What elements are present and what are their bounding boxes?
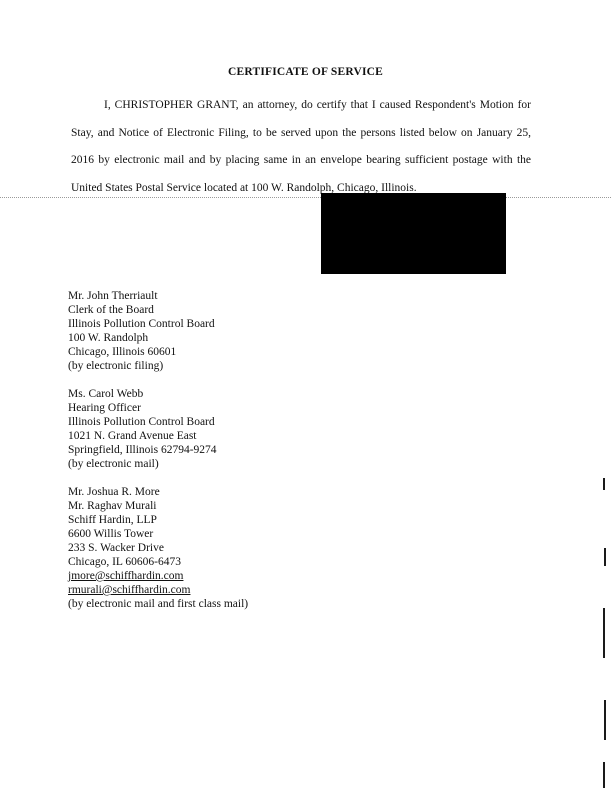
email-link-rmurali[interactable]: rmurali@schiffhardin.com [68,584,191,596]
recipient-organization: Illinois Pollution Control Board [68,416,215,428]
recipient-method: (by electronic mail and first class mail) [68,598,249,610]
certification-paragraph: I, CHRISTOPHER GRANT, an attorney, do certify that I caused Respondent's Motion for Stay, and Notice of Electronic Filing, to be served upon the persons listed below on January 25, 2016 by electronic mail and by placing same in an envelope bearing sufficient postage with the United States Postal Service located at 100 W. Randolph, Chicago, Illinois. [71,99,531,194]
recipient-clerk [68,289,215,373]
scan-edge-mark [603,762,605,788]
recipient-name: Mr. John Therriault [68,290,158,302]
recipient-city: Chicago, IL 60606-6473 [68,556,181,568]
scan-edge-mark [604,548,606,566]
recipient-title: Hearing Officer [68,402,141,414]
recipient-name: Mr. Joshua R. More [68,486,160,498]
recipient-city: Chicago, Illinois 60601 [68,346,177,358]
recipient-counsel [68,485,248,611]
recipient-method: (by electronic mail) [68,458,159,470]
recipient-building: 6600 Willis Tower [68,528,154,540]
recipient-name-2: Mr. Raghav Murali [68,500,157,512]
email-link-jmore[interactable]: jmore@schiffhardin.com [68,570,184,582]
scan-edge-mark [604,700,606,740]
redacted-signature-block [321,193,506,274]
recipient-street: 1021 N. Grand Avenue East [68,430,197,442]
recipient-method: (by electronic filing) [68,360,164,372]
recipient-title: Clerk of the Board [68,304,154,316]
scan-edge-mark [603,608,605,658]
recipient-street: 233 S. Wacker Drive [68,542,164,554]
recipient-organization: Illinois Pollution Control Board [68,318,215,330]
recipient-name: Ms. Carol Webb [68,388,144,400]
recipient-street: 100 W. Randolph [68,332,149,344]
recipient-firm: Schiff Hardin, LLP [68,514,157,526]
document-title: CERTIFICATE OF SERVICE [227,66,384,78]
recipient-hearing-officer [68,387,217,471]
recipient-city: Springfield, Illinois 62794-9274 [68,444,217,456]
scan-dotted-line [0,197,611,198]
scan-edge-mark [603,478,605,490]
